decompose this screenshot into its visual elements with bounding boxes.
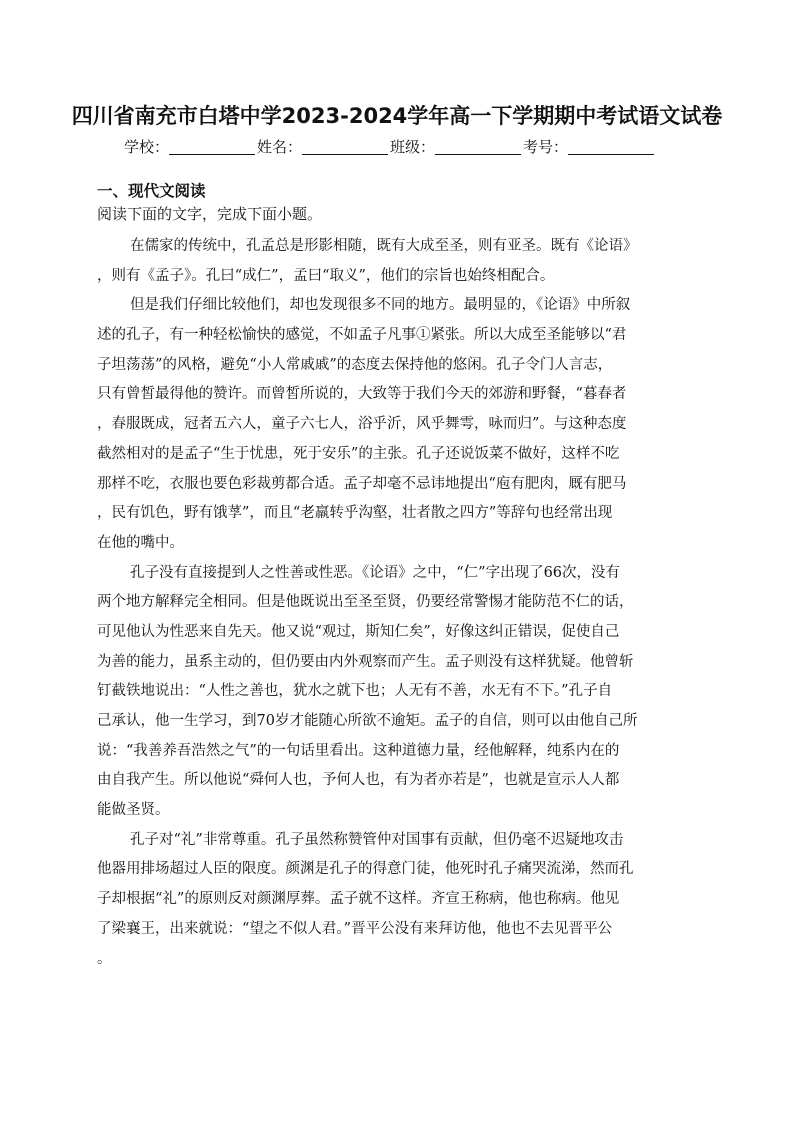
passage-line: 他器用排场超过人臣的限度。颜渊是孔子的得意门徒，他死时孔子痛哭流涕，然而孔: [97, 861, 634, 878]
passage-line: 孔子对“礼”非常尊重。孔子虽然称赞管仲对国事有贡献，但仍毫不迟疑地攻击: [130, 831, 624, 848]
passage-line: 那样不吃，衣服也要色彩裁剪都合适。孟子却毫不忌讳地提出“庖有肥肉，厩有肥马: [97, 475, 627, 492]
school-label: 学校：: [124, 138, 170, 156]
passage-line: ，则有《孟子》。孔曰“成仁”，孟曰“取义”，他们的宗旨也始终相配合。: [97, 267, 555, 284]
passage-line: 在儒家的传统中，孔孟总是形影相随，既有大成至圣，则有亚圣。既有《论语》: [130, 238, 638, 254]
student-info-row: [124, 136, 684, 158]
paragraph: [97, 291, 697, 558]
passage-line: 能做圣贤。: [97, 802, 170, 819]
exam-title: 四川省南充市白塔中学2023-2024学年高一下学期期中考试语文试卷: [71, 104, 723, 128]
exam-no-label: 考号：: [523, 138, 569, 156]
passage-line: 但是我们仔细比较他们，却也发现很多不同的地方。最明显的，《论语》中所叙: [130, 297, 631, 314]
passage-line: 可见他认为性恶来自先天。他又说“观过，斯知仁矣”，好像这纠正错误，促使自己: [97, 623, 620, 640]
section-heading: 一、现代文阅读: [97, 182, 206, 200]
passage-line: 述的孔子，有一种轻松愉快的感觉，不如孟子凡事①紧张。所以大成至圣能够以“君: [97, 327, 627, 344]
passage-line: 说：“我善养吾浩然之气”的一句话里看出。这种道德力量，经他解释，纯系内在的: [97, 742, 620, 759]
name-blank[interactable]: [302, 136, 388, 155]
reading-passage: [97, 232, 697, 974]
passage-line: 两个地方解释完全相同。但是他既说出至圣至贤，仍要经常警惕才能防范不仁的话，: [97, 594, 634, 611]
passage-line: 截然相对的是孟子“生于忧患，死于安乐”的主张。孔子还说饭菜不做好，这样不吃: [97, 445, 620, 462]
passage-line: 孔子没有直接提到人之性善或性恶。《论语》之中，“仁”字出现了66次，没有: [130, 564, 621, 581]
passage-line: 己承认，他一生学习，到70岁才能随心所欲不逾矩。孟子的自信，则可以由他自己所: [97, 713, 638, 729]
passage-line: 子却根据“礼”的原则反对颜渊厚葬。孟子就不这样。齐宣王称病，他也称病。他见: [97, 891, 620, 908]
passage-line: ，民有饥色，野有饿莩”，而且“老羸转乎沟壑，壮者散之四方”等辞句也经常出现: [97, 505, 613, 522]
name-label: 姓名：: [257, 138, 303, 156]
class-label: 班级：: [390, 138, 436, 156]
passage-line: 。: [97, 950, 112, 967]
passage-line: 在他的嘴中。: [97, 534, 184, 551]
passage-line: 为善的能力，虽系主动的，但仍要由内外观察而产生。孟子则没有这样犹疑。他曾斩: [97, 653, 634, 670]
class-blank[interactable]: [435, 136, 521, 155]
passage-line: 钉截铁地说出：“人性之善也，犹水之就下也；人无有不善，水无有不下。”孔子自: [97, 683, 613, 700]
paragraph: [97, 232, 697, 291]
passage-line: ，春服既成，冠者五六人，童子六七人，浴乎沂，风乎舞雩，咏而归”。与这种态度: [97, 416, 627, 433]
exam-no-blank[interactable]: [568, 136, 654, 155]
passage-line: 子坦荡荡”的风格，避免“小人常戚戚”的态度去保持他的悠闲。孔子令门人言志，: [97, 356, 613, 373]
passage-line: 由自我产生。所以他说“舜何人也，予何人也，有为者亦若是”，也就是宣示人人都: [97, 772, 620, 789]
paragraph: [97, 559, 697, 826]
school-blank[interactable]: [169, 136, 255, 155]
paragraph: [97, 826, 697, 974]
passage-line: 只有曾皙最得他的赞许。而曾皙所说的，大致等于我们今天的郊游和野餐，“暮春者: [97, 386, 627, 403]
passage-line: 了梁襄王，出来就说：“望之不似人君。”晋平公没有来拜访他，他也不去见晋平公: [97, 920, 613, 937]
instruction-text: 阅读下面的文字，完成下面小题。: [97, 205, 323, 223]
